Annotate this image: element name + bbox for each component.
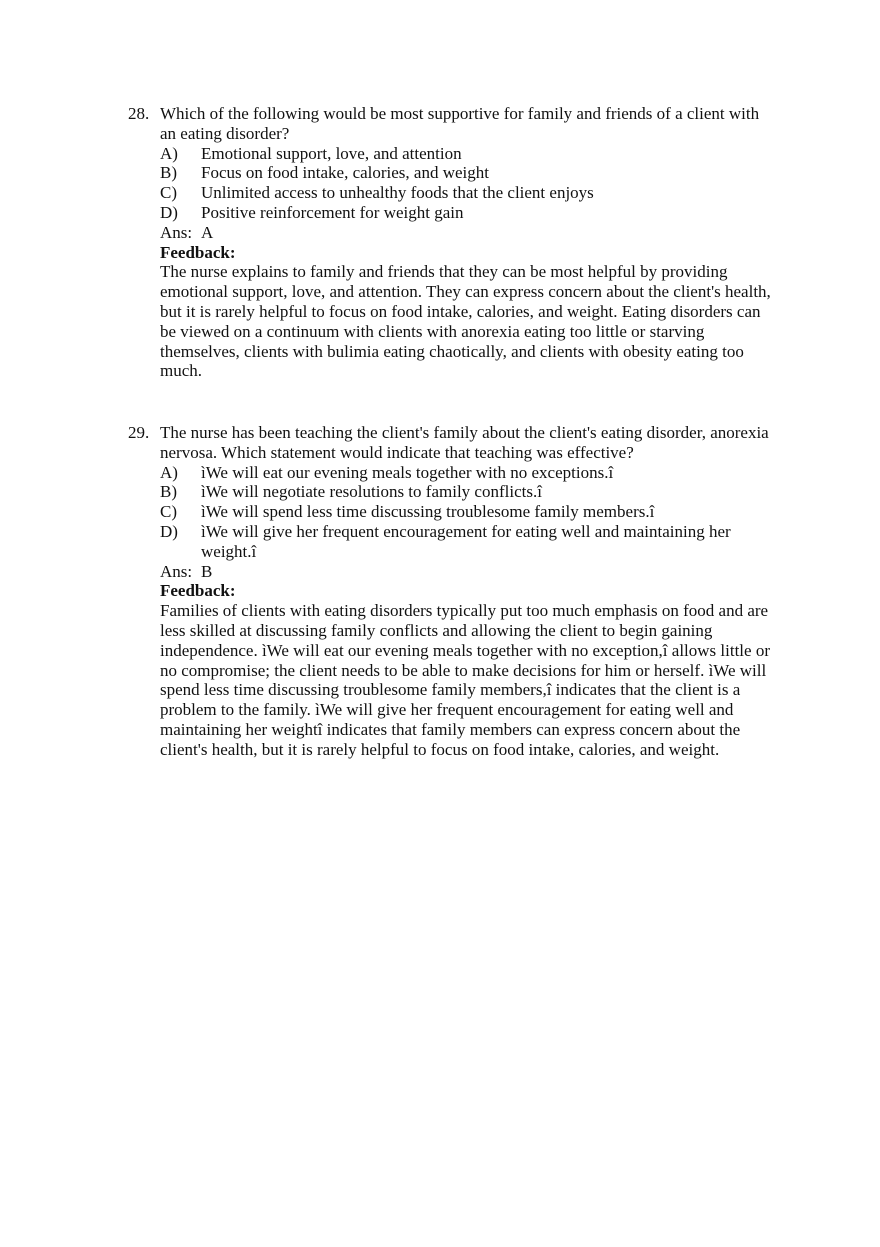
option-letter: A) [160, 462, 178, 482]
option-letter: C) [160, 183, 177, 203]
feedback-text: Families of clients with eating disorders typically put too much emphasis on food and are less skilled at discussing family conflicts and allowing the client to begin gaining independence. ìWe will eat our evening meals together with no exception,î allows little or no compromise; the client needs to be able to make decisions for him or herself. ìWe will spend less time discussing troublesome family members,î indicates that the client is a problem to the family. ìWe will give her frequent encouragement for eating well and maintaining her weightî indicates that family members can express concern about the client's health, but it is rarely helpful to focus on food intake, calories, and weight. [160, 601, 770, 759]
option-c [160, 183, 772, 203]
option-letter: D) [160, 521, 178, 541]
option-letter: A) [160, 143, 178, 163]
option-text: ìWe will spend less time discussing troublesome family members.î [201, 502, 655, 522]
option-letter: D) [160, 202, 178, 222]
question-29 [128, 423, 778, 760]
option-a [160, 144, 772, 164]
question-header [128, 423, 778, 463]
option-d [160, 522, 772, 562]
option-b [160, 482, 772, 502]
option-text: ìWe will give her frequent encouragement for eating well and maintaining her weight.î [201, 521, 731, 561]
option-letter: B) [160, 163, 177, 183]
answer-line [160, 223, 772, 243]
answer-label: Ans: [160, 222, 193, 242]
feedback-text: The nurse explains to family and friends that they can be most helpful by providing emotional support, love, and attention. They can express concern about the client's health, but it is rarely helpful to focus on food intake, calories, and weight. Eating disorders can be viewed on a continuum with clients with anorexia eating too little or starving themselves, clients with bulimia eating chaotically, and clients with obesity eating too much. [160, 262, 771, 381]
question-stem: Which of the following would be most supportive for family and friends of a client with an eating disorder? [160, 104, 760, 143]
answer-line [160, 562, 772, 582]
question-body [160, 463, 772, 760]
question-header [128, 104, 778, 144]
question-number: 29. [128, 423, 150, 442]
question-28 [128, 104, 778, 381]
option-c [160, 502, 772, 522]
question-body [160, 144, 772, 382]
answer-value: A [201, 222, 214, 242]
option-letter: B) [160, 482, 177, 502]
option-text: Emotional support, love, and attention [201, 143, 462, 163]
option-text: Positive reinforcement for weight gain [201, 202, 464, 222]
answer-value: B [201, 561, 213, 581]
option-text: ìWe will negotiate resolutions to family conflicts.î [201, 482, 542, 502]
option-text: Unlimited access to unhealthy foods that the client enjoys [201, 183, 594, 203]
question-stem: The nurse has been teaching the client's family about the client's eating disorder, anorexia nervosa. Which statement would indicate that teaching was effective? [160, 423, 769, 462]
option-text: ìWe will eat our evening meals together with no exceptions.î [201, 462, 614, 482]
answer-label: Ans: [160, 561, 193, 581]
option-a [160, 463, 772, 483]
feedback-label: Feedback: [160, 242, 236, 262]
option-text: Focus on food intake, calories, and weight [201, 163, 489, 183]
option-d [160, 203, 772, 223]
question-number: 28. [128, 104, 150, 123]
feedback-label: Feedback: [160, 581, 236, 601]
option-b [160, 163, 772, 183]
option-letter: C) [160, 502, 177, 522]
